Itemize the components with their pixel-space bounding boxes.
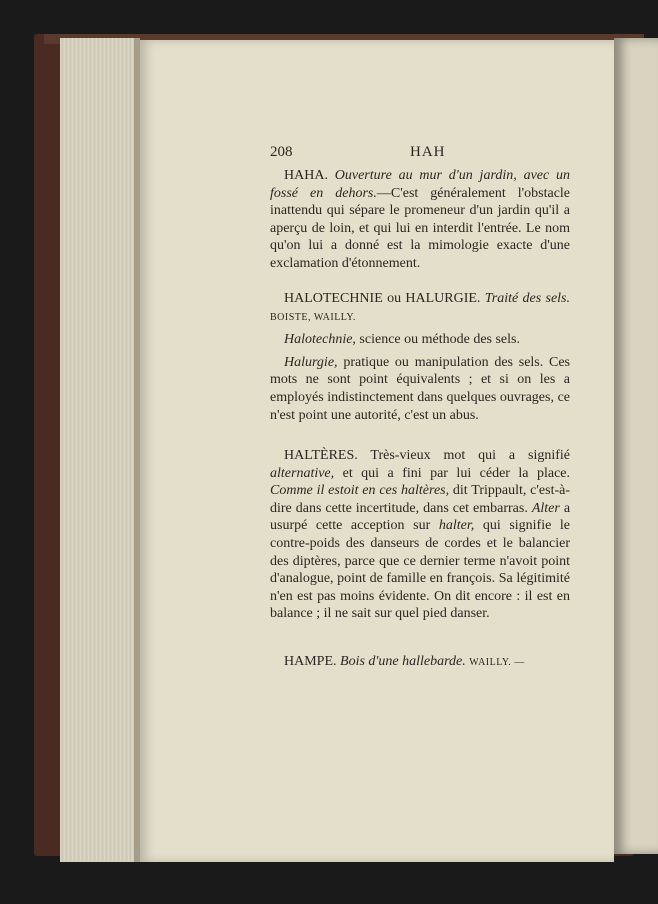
entry-halteres [270, 447, 570, 623]
entry-term: HALOTECHNIE [284, 291, 383, 306]
sub-entry-term: Halurgie, [284, 354, 338, 370]
entry-sources: BOISTE, WAILLY. [270, 311, 356, 323]
entry-definition: Bois d'une hallebarde. [340, 654, 466, 669]
entry-definition: Traité des sels. [484, 291, 570, 306]
entry-italic: Comme il estoit en ces haltères, [270, 483, 450, 499]
page-number: 208 [270, 144, 293, 160]
entry-italic: alternative, [270, 465, 335, 481]
entry-term: HAMPE. [284, 654, 337, 669]
entry-italic: halter, [438, 518, 475, 534]
sub-entry [270, 331, 570, 349]
entry-text: a usurpé cette acception sur [270, 500, 571, 534]
entry-hampe [270, 653, 570, 672]
entry-paragraph [270, 167, 570, 273]
entry-definition: Ouverture au mur d'un jardin, avec un fossé en dehors. [270, 168, 571, 201]
entry-haha [270, 167, 570, 273]
facing-page-edge [614, 38, 658, 854]
running-head: HAH [410, 144, 446, 160]
entry-term: HALTÈRES. [284, 448, 358, 463]
entry-text: et qui a fini par lui céder la place. [342, 465, 571, 481]
sub-entry-text: science ou méthode des sels. [359, 332, 520, 348]
sub-entry [270, 354, 570, 424]
entry-italic: Alter [531, 500, 560, 516]
page-header [270, 144, 570, 164]
entry-text: —C'est généralement l'obstacle inattendu qui sépare le promeneur d'un jardin qu'il a aperçu de loin, et qui lui en interdit l'entrée. Le nom qu'on lui a donné est la mimologie exacte d'une exclamation d'étonnement. [270, 185, 571, 271]
entry-paragraph [270, 290, 570, 326]
entry-paragraph [270, 653, 570, 672]
entry-connector: ou [387, 291, 402, 306]
entry-text: qui signifie le contre-poids des danseurs de cordes et le balancier des diptères, parce que ce dernier terme n'avoit point d'analogue, point de famille en françois. Sa légitimité n'en est pas moins évidente. On dit encore : il est en balance ; il ne sait sur quel pied danser. [270, 518, 571, 622]
entry-term: HAHA. [284, 168, 328, 183]
entry-text: Très-vieux mot qui a signifié [370, 448, 570, 463]
entry-term-alt: HALURGIE. [405, 291, 481, 306]
entry-halotechnie [270, 290, 570, 424]
entry-paragraph [270, 447, 570, 623]
sub-entry-text: pratique ou manipulation des sels. Ces mots ne sont point équivalents ; et si on les a employés indistinctement dans quelques ouvrages, ce n'est point une autorité, c'est un abus. [270, 354, 570, 423]
sub-entry-term: Halotechnie, [284, 332, 356, 348]
page-edges [60, 38, 140, 862]
entry-sources: WAILLY. — [469, 657, 525, 668]
entry-text: dit Trippault, c'est-à-dire dans cette incertitude, dans cet embarras. [270, 483, 570, 516]
